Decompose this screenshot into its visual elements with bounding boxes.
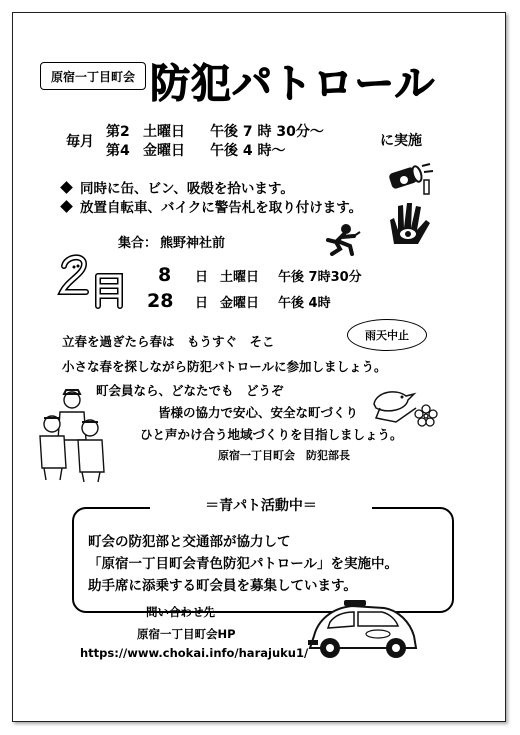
patrol-car-icon <box>300 596 422 664</box>
notice-line-1: 町会の防犯部と交通部が協力して <box>88 534 291 550</box>
schedule-row-2-time: 午後 4 時～ <box>210 143 286 159</box>
meeting-label: 集合： <box>118 236 158 251</box>
monthly-label: 毎月 <box>66 134 94 150</box>
month-row-1-unit: 日 <box>195 270 209 285</box>
rain-cancel-badge: 雨天中止 <box>347 319 427 351</box>
month-badge-icon <box>54 252 134 312</box>
contact-org: 原宿一丁目町会HP <box>137 627 236 641</box>
bullet-item-2: 放置自転車、バイクに警告札を取り付けます。 <box>62 196 362 216</box>
schedule-suffix: に実施 <box>380 133 422 149</box>
notice-line-2: 「原宿一丁目町会青色防犯パトロール」を実施中。 <box>88 556 398 572</box>
month-row-1-day: 土曜日 <box>220 270 260 285</box>
page-title: 防犯パトロール <box>150 61 436 107</box>
month-row-1-date: 8 <box>158 264 172 286</box>
schedule-row-1-week: 第2 <box>106 124 130 140</box>
contact-url-link[interactable]: https://www.chokai.info/harajuku1/ <box>80 646 309 660</box>
notice-line-3: 助手席に添乗する町会員を募集しています。 <box>88 578 357 594</box>
schedule-row-2-day: 金曜日 <box>143 143 185 159</box>
message-line-2: 小さな春を探しながら防犯パトロールに参加しましょう。 <box>62 359 387 374</box>
notice-heading: ＝青パト活動中＝ <box>150 495 372 517</box>
message-signature: 原宿一丁目町会 防犯部長 <box>218 449 350 462</box>
hand-eye-icon <box>384 200 436 250</box>
month-row-2-day: 金曜日 <box>220 296 260 311</box>
meeting-place: 熊野神社前 <box>160 236 226 251</box>
schedule-row-2-week: 第4 <box>106 143 130 159</box>
schedule-row-1-day: 土曜日 <box>143 124 185 140</box>
month-row-2-unit: 日 <box>195 296 209 311</box>
cans-illustration-icon <box>384 162 436 202</box>
patrol-people-icon <box>38 388 108 484</box>
month-row-2-time: 午後 4時 <box>278 296 331 311</box>
org-label-box: 原宿一丁目町会 <box>40 62 146 90</box>
bullet-item-1: 同時に缶、ビン、吸殻を拾います。 <box>62 177 294 197</box>
message-line-4: 皆様の協力で安心、安全な町づくり <box>158 405 359 420</box>
contact-label: 問い合わせ先 <box>146 605 215 619</box>
message-line-5: ひと声かけ合う地域づくりを目指しましょう。 <box>140 427 403 442</box>
bird-blossom-icon <box>366 378 446 434</box>
schedule-row-1-time: 午後 7 時 30分～ <box>210 124 324 140</box>
month-row-1-time: 午後 7時30分 <box>278 270 362 285</box>
running-figure-icon <box>318 222 362 256</box>
month-row-2-date: 28 <box>147 290 174 312</box>
message-line-1: 立春を過ぎたら春は もうすぐ そこ <box>62 334 275 349</box>
message-line-3: 町会員なら、どなたでも どうぞ <box>96 383 284 398</box>
